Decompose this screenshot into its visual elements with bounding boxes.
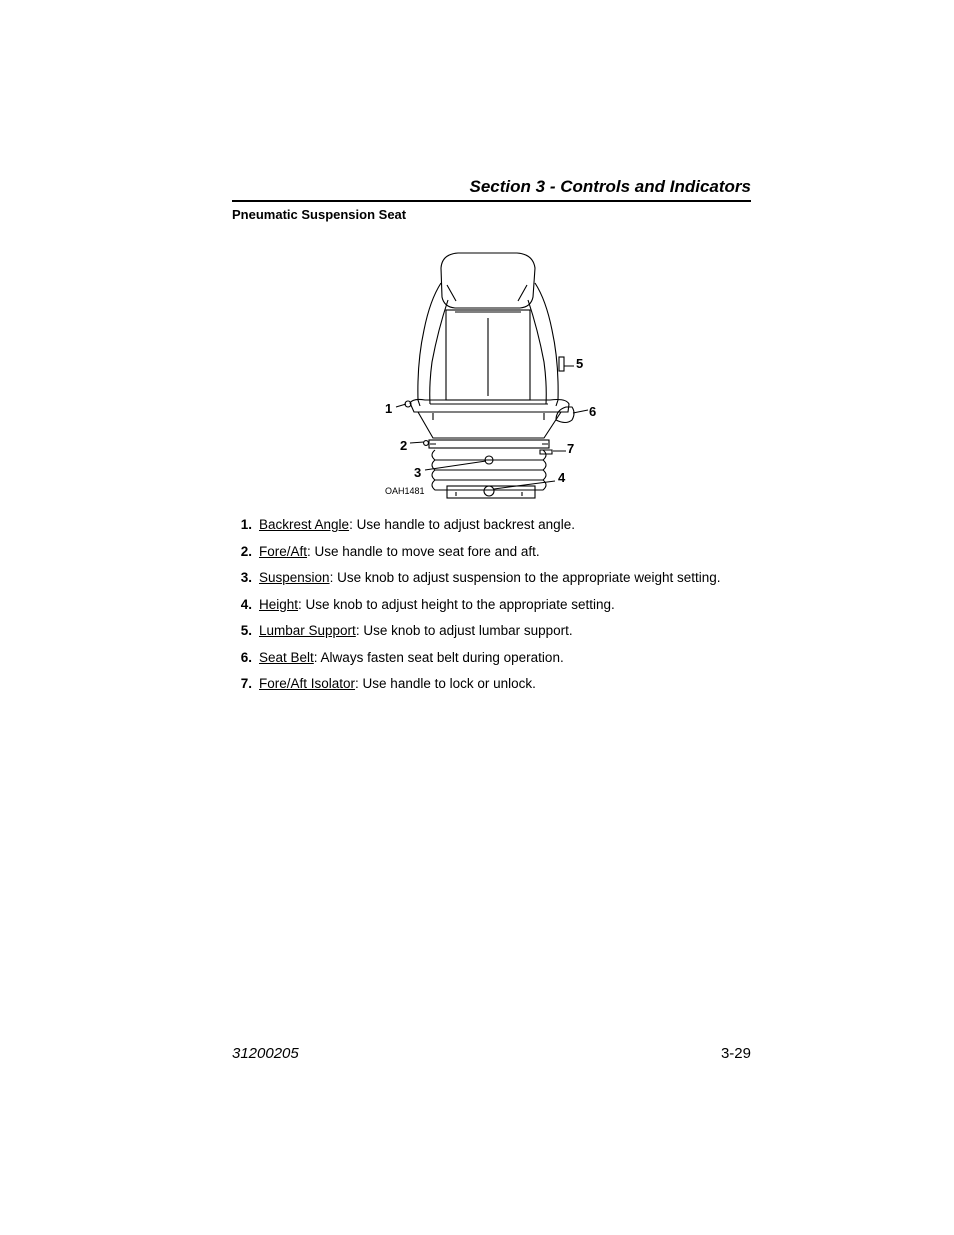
item-description: : Use knob to adjust suspension to the appropriate weight setting. [329, 570, 721, 585]
callout-7: 7 [567, 441, 575, 456]
backrest-seam [455, 312, 521, 396]
document-number: 31200205 [232, 1045, 299, 1062]
callout-4: 4 [558, 470, 566, 485]
item-number: 6. [240, 649, 252, 665]
callout-6: 6 [589, 404, 597, 419]
list-item [232, 515, 792, 542]
callout-1: 1 [385, 401, 393, 416]
item-number: 2. [240, 543, 252, 559]
list-item [232, 542, 792, 569]
item-number: 7. [240, 676, 252, 691]
lower-base-marks [456, 492, 522, 496]
item-term: Suspension [259, 570, 330, 585]
item-number: 1. [240, 517, 252, 532]
controls-list [232, 515, 792, 701]
base-platform [429, 440, 549, 448]
list-item [232, 648, 792, 675]
section-title: Section 3 - Controls and Indicators [469, 177, 751, 196]
callout-2: 2 [400, 438, 408, 453]
seat-cushion [410, 399, 569, 412]
item-term: Fore/Aft [259, 543, 308, 559]
seat-diagram-svg [370, 248, 610, 504]
list-item [232, 621, 792, 648]
item-number: 5. [240, 623, 252, 638]
page-heading: Pneumatic Suspension Seat [232, 207, 407, 222]
page-number: 3-29 [720, 1045, 751, 1062]
figure-code: OAH1481 [385, 486, 425, 496]
header-rule [232, 200, 751, 202]
item-description: : Use knob to adjust lumbar support. [355, 623, 573, 638]
list-item [232, 568, 792, 595]
item-description: : Use knob to adjust height to the appropriate setting. [298, 596, 615, 612]
lumbar-knob [559, 357, 564, 371]
item-number: 3. [240, 570, 252, 585]
cushion-base [418, 412, 561, 438]
callout-3: 3 [414, 465, 422, 480]
list-item [232, 595, 792, 622]
height-knob [484, 486, 494, 496]
seat-illustration [370, 248, 610, 504]
item-number: 4. [240, 596, 252, 612]
headrest-lines [447, 285, 527, 301]
item-description: : Use handle to adjust backrest angle. [349, 517, 575, 532]
item-term: Height [259, 596, 299, 612]
fore-aft-handle [424, 441, 429, 446]
item-term: Fore/Aft Isolator [259, 676, 356, 691]
item-description: : Use handle to lock or unlock. [355, 676, 536, 691]
item-description: : Always fasten seat belt during operation. [313, 649, 564, 665]
callout-5: 5 [576, 356, 584, 371]
item-term: Backrest Angle [259, 517, 350, 532]
list-item [232, 674, 792, 701]
item-term: Lumbar Support [259, 623, 356, 638]
item-description: : Use handle to move seat fore and aft. [307, 543, 540, 559]
item-term: Seat Belt [259, 649, 314, 665]
